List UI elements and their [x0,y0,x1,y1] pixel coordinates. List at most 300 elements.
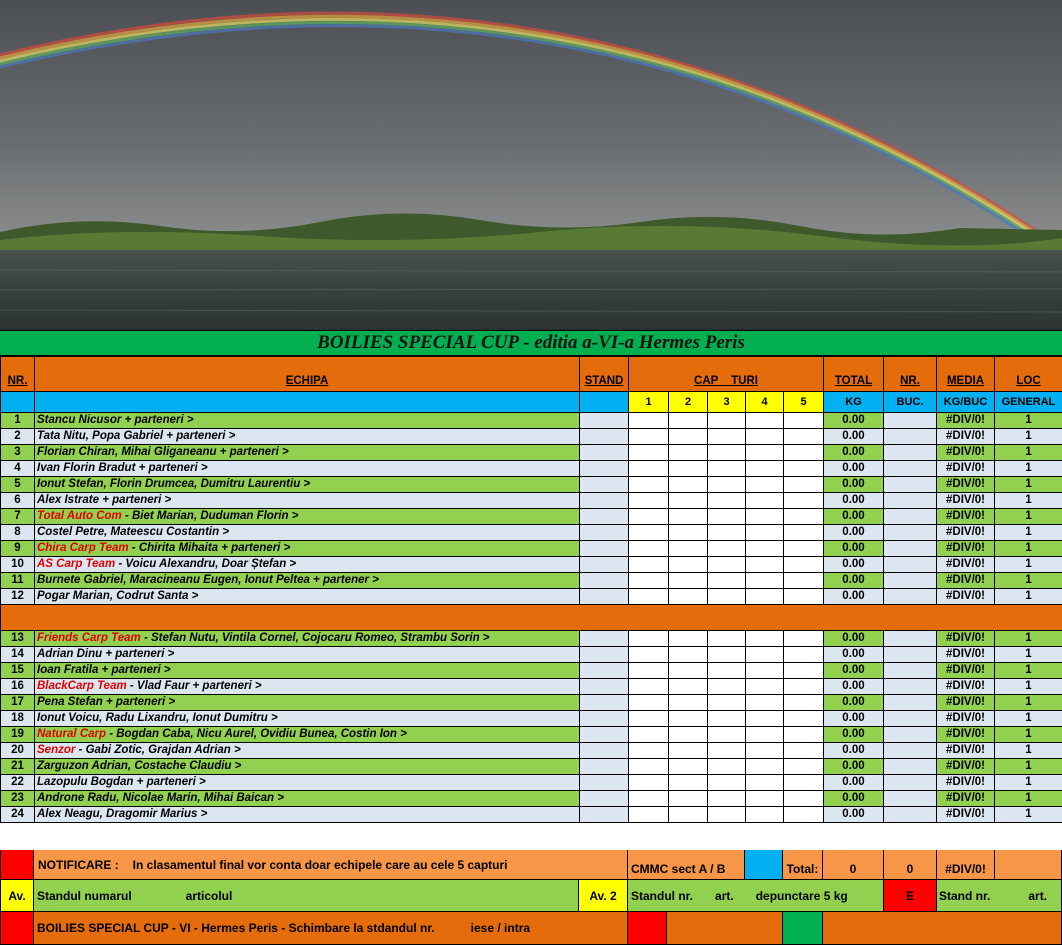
media-cell: #DIV/0! [937,759,995,775]
capture-cell[interactable] [629,647,669,663]
capture-cell[interactable] [746,557,784,573]
loc-cell: 1 [995,727,1062,743]
header-row-1 [1,357,1062,392]
capture-cell[interactable] [746,631,784,647]
table-row [1,807,1062,823]
capture-cell[interactable] [784,557,824,573]
media-cell: #DIV/0! [937,679,995,695]
buc-cell[interactable] [884,807,937,823]
capture-cell[interactable] [784,727,824,743]
loc-cell: 1 [995,759,1062,775]
col-nr-buc: NR. [884,357,937,392]
capture-cell[interactable] [669,727,708,743]
capture-cell[interactable] [784,679,824,695]
capture-cell[interactable] [746,711,784,727]
capture-cell[interactable] [708,711,746,727]
row-team[interactable] [35,413,580,429]
capture-cell[interactable] [746,509,784,525]
stand-nr-label: Stand nr. [939,888,991,903]
media-cell: #DIV/0! [937,573,995,589]
capture-cell[interactable] [669,461,708,477]
capture-cell[interactable] [708,775,746,791]
capture-cell[interactable] [746,445,784,461]
table-row [1,727,1062,743]
capture-cell[interactable] [708,589,746,605]
capture-cell[interactable] [746,461,784,477]
row-nr: 15 [1,663,35,679]
capture-cell[interactable] [669,493,708,509]
buc-cell[interactable] [884,461,937,477]
loc-cell: 1 [995,663,1062,679]
capture-cell[interactable] [669,791,708,807]
buc-cell[interactable] [884,589,937,605]
stand-cell[interactable] [580,807,629,823]
row-team[interactable] [35,589,580,605]
header-row-2 [1,392,1062,413]
buc-cell[interactable] [884,541,937,557]
row-team[interactable] [35,557,580,573]
media-cell: #DIV/0! [937,557,995,573]
buc-cell[interactable] [884,573,937,589]
capture-cell[interactable] [784,695,824,711]
media-cell: #DIV/0! [937,631,995,647]
row-nr: 3 [1,445,35,461]
buc-cell[interactable] [884,557,937,573]
capture-cell[interactable] [708,791,746,807]
row-team[interactable] [35,695,580,711]
row-team[interactable] [35,429,580,445]
capture-cell[interactable] [669,679,708,695]
capture-cell[interactable] [746,647,784,663]
capture-cell[interactable] [669,647,708,663]
table-row [1,525,1062,541]
standings-table [0,356,1062,823]
row-team[interactable] [35,679,580,695]
capture-cell[interactable] [669,541,708,557]
loc-cell: 1 [995,573,1062,589]
row-team[interactable] [35,493,580,509]
change-bar [0,912,1062,945]
loc-cell: 1 [995,631,1062,647]
stand-cell[interactable] [580,525,629,541]
capture-cell[interactable] [708,647,746,663]
total-kg-cell: 0.00 [824,647,884,663]
buc-cell[interactable] [884,775,937,791]
header-photo [0,0,1062,330]
buc-cell[interactable] [884,791,937,807]
row-team[interactable] [35,445,580,461]
row-nr: 11 [1,573,35,589]
team-members: Pogar Marian, Codrut Santa > [37,590,199,602]
capture-cell[interactable] [669,525,708,541]
capture-cell[interactable] [708,445,746,461]
capture-cell[interactable] [629,727,669,743]
loc-cell: 1 [995,743,1062,759]
capture-cell[interactable] [784,573,824,589]
capture-cell[interactable] [708,663,746,679]
row-team[interactable] [35,647,580,663]
capture-cell[interactable] [629,445,669,461]
capture-cell[interactable] [629,429,669,445]
total-kg-cell: 0.00 [824,695,884,711]
loc-cell: 1 [995,477,1062,493]
buc-cell[interactable] [884,759,937,775]
team-members: Tata Nitu, Popa Gabriel + parteneri > [37,430,236,442]
capture-cell[interactable] [708,695,746,711]
capture-cell[interactable] [784,493,824,509]
row-team[interactable] [35,791,580,807]
stand-cell[interactable] [580,461,629,477]
capture-cell[interactable] [629,807,669,823]
buc-cell[interactable] [884,631,937,647]
team-members: Ionut Voicu, Radu Lixandru, Ionut Dumitru > [37,712,278,724]
av2-label: Av. 2 [579,880,628,912]
total-kg-cell: 0.00 [824,631,884,647]
capture-cell[interactable] [629,775,669,791]
total-media: #DIV/0! [937,850,995,880]
stand-cell[interactable] [580,493,629,509]
orange-block [667,912,783,945]
row-nr: 17 [1,695,35,711]
loc-cell: 1 [995,711,1062,727]
capture-cell[interactable] [669,429,708,445]
total-kg-cell: 0.00 [824,557,884,573]
art2-label: art. [1028,888,1048,903]
capture-cell[interactable] [746,429,784,445]
team-members: Androne Radu, Nicolae Marin, Mihai Baican > [37,792,284,804]
team-members: Adrian Dinu + parteneri > [37,648,175,660]
capture-cell[interactable] [629,711,669,727]
stand-cell[interactable] [580,743,629,759]
capture-cell[interactable] [784,743,824,759]
orange-block-2 [823,912,1062,945]
capture-cell[interactable] [784,589,824,605]
capture-cell[interactable] [708,807,746,823]
capture-cell[interactable] [784,807,824,823]
red-marker [0,850,34,880]
col-echipa: ECHIPA [35,357,580,392]
row-team[interactable] [35,477,580,493]
stand-cell[interactable] [580,557,629,573]
row-nr: 6 [1,493,35,509]
stand-cell[interactable] [580,589,629,605]
capture-cell[interactable] [629,509,669,525]
buc-cell[interactable] [884,679,937,695]
row-nr: 12 [1,589,35,605]
total-kg-cell: 0.00 [824,727,884,743]
capture-cell[interactable] [629,679,669,695]
capture-cell[interactable] [629,413,669,429]
buc-cell[interactable] [884,743,937,759]
capture-cell[interactable] [629,557,669,573]
notificare-label: NOTIFICARE : [38,857,119,872]
total-kg-cell: 0.00 [824,445,884,461]
row-team[interactable] [35,461,580,477]
buc-cell[interactable] [884,509,937,525]
capture-cell[interactable] [746,525,784,541]
capture-cell[interactable] [784,775,824,791]
row-nr: 4 [1,461,35,477]
capture-cell[interactable] [746,759,784,775]
capture-cell[interactable] [629,695,669,711]
row-team[interactable] [35,663,580,679]
buc-cell[interactable] [884,493,937,509]
notification-bar [0,850,1062,880]
capture-cell[interactable] [746,807,784,823]
stand-cell[interactable] [580,647,629,663]
media-cell: #DIV/0! [937,525,995,541]
capture-cell[interactable] [669,695,708,711]
capture-cell[interactable] [669,631,708,647]
row-nr: 24 [1,807,35,823]
capture-cell[interactable] [746,775,784,791]
loc-cell: 1 [995,525,1062,541]
stand-cell[interactable] [580,413,629,429]
team-members: - Stefan Nutu, Vintila Cornel, Cojocaru Romeo, Strambu Sorin > [140,632,490,644]
total-kg-cell: 0.00 [824,429,884,445]
capture-cell[interactable] [669,573,708,589]
buc-header: BUC. [884,392,937,413]
row-team[interactable] [35,541,580,557]
stand-cell[interactable] [580,631,629,647]
capture-cell[interactable] [629,791,669,807]
buc-cell[interactable] [884,477,937,493]
capture-cell[interactable] [784,759,824,775]
table-row [1,477,1062,493]
capture-cell[interactable] [746,743,784,759]
table-row [1,413,1062,429]
col-nr: NR. [1,357,35,392]
row-team[interactable] [35,727,580,743]
capture-cell[interactable] [708,477,746,493]
capture-cell[interactable] [669,759,708,775]
col-media: MEDIA [937,357,995,392]
stand-cell[interactable] [580,663,629,679]
capture-cell[interactable] [746,791,784,807]
capture-cell[interactable] [746,573,784,589]
total-kg-cell: 0.00 [824,711,884,727]
capture-cell[interactable] [784,541,824,557]
capture-cell[interactable] [784,461,824,477]
capture-cell[interactable] [784,711,824,727]
team-members: - Gabi Zotic, Grajdan Adrian > [75,744,241,756]
buc-cell[interactable] [884,413,937,429]
total-kg-cell: 0.00 [824,573,884,589]
capture-cell[interactable] [669,413,708,429]
capture-cell[interactable] [629,663,669,679]
lake-rainbow-image [0,0,1062,330]
capture-cell[interactable] [629,477,669,493]
team-name: BlackCarp Team [37,680,127,692]
capture-cell[interactable] [746,663,784,679]
buc-cell[interactable] [884,695,937,711]
capture-cell[interactable] [629,573,669,589]
capture-cell[interactable] [669,743,708,759]
total-kg-cell: 0.00 [824,679,884,695]
media-cell: #DIV/0! [937,445,995,461]
row-team[interactable] [35,573,580,589]
row-nr: 10 [1,557,35,573]
row-team[interactable] [35,759,580,775]
capture-cell[interactable] [746,413,784,429]
capture-cell[interactable] [708,429,746,445]
capture-cell[interactable] [746,589,784,605]
team-name: Friends Carp Team [37,632,141,644]
media-cell: #DIV/0! [937,695,995,711]
table-row [1,429,1062,445]
capture-cell[interactable] [708,727,746,743]
buc-cell[interactable] [884,647,937,663]
col-total: TOTAL [824,357,884,392]
capture-cell[interactable] [784,429,824,445]
table-row [1,509,1062,525]
articolul-label: articolul [185,888,233,903]
capture-cell[interactable] [746,477,784,493]
footer-blank [995,850,1062,880]
table-row [1,679,1062,695]
capture-cell[interactable] [708,541,746,557]
loc-cell: 1 [995,541,1062,557]
loc-cell: 1 [995,461,1062,477]
capture-cell[interactable] [669,589,708,605]
capture-cell[interactable] [708,525,746,541]
total-kg-cell: 0.00 [824,791,884,807]
loc-cell: 1 [995,493,1062,509]
total-kg-cell: 0.00 [824,807,884,823]
capture-cell[interactable] [708,759,746,775]
iese-intra-label: iese / intra [470,921,531,935]
table-row [1,663,1062,679]
stand-cell[interactable] [580,445,629,461]
capture-cell[interactable] [708,413,746,429]
row-team[interactable] [35,807,580,823]
capture-cell[interactable] [669,711,708,727]
capture-cell[interactable] [784,663,824,679]
row-team[interactable] [35,525,580,541]
stand-cell[interactable] [580,711,629,727]
capture-cell[interactable] [669,557,708,573]
media-cell: #DIV/0! [937,429,995,445]
capture-cell[interactable] [746,679,784,695]
stand-cell[interactable] [580,727,629,743]
standul-nr-label: Standul nr. [631,888,694,903]
turn-2-header: 2 [669,392,708,413]
team-members: Ivan Florin Bradut + parteneri > [37,462,208,474]
capture-cell[interactable] [746,727,784,743]
row-team[interactable] [35,775,580,791]
media-cell: #DIV/0! [937,663,995,679]
capture-cell[interactable] [784,631,824,647]
capture-cell[interactable] [669,807,708,823]
buc-cell[interactable] [884,663,937,679]
stand-cell[interactable] [580,791,629,807]
stand-cell[interactable] [580,679,629,695]
loc-cell: 1 [995,413,1062,429]
capture-cell[interactable] [708,631,746,647]
table-row [1,461,1062,477]
loc-cell: 1 [995,679,1062,695]
capture-cell[interactable] [669,477,708,493]
stand-cell[interactable] [580,541,629,557]
capture-cell[interactable] [746,541,784,557]
stand-cell[interactable] [580,573,629,589]
row-team[interactable] [35,743,580,759]
capture-cell[interactable] [669,663,708,679]
table-row [1,743,1062,759]
stand-cell[interactable] [580,477,629,493]
col-cap-turi: CAP TURI [629,357,824,392]
media-cell: #DIV/0! [937,791,995,807]
capture-cell[interactable] [629,461,669,477]
turn-4-header: 4 [746,392,784,413]
row-team[interactable] [35,509,580,525]
capture-cell[interactable] [784,413,824,429]
stand-cell[interactable] [580,509,629,525]
loc-cell: 1 [995,807,1062,823]
buc-cell[interactable] [884,445,937,461]
capture-cell[interactable] [629,525,669,541]
buc-cell[interactable] [884,727,937,743]
total-kg-cell: 0.00 [824,541,884,557]
capture-cell[interactable] [708,573,746,589]
capture-cell[interactable] [629,493,669,509]
capture-cell[interactable] [708,743,746,759]
capture-cell[interactable] [746,493,784,509]
capture-cell[interactable] [669,445,708,461]
table-row [1,791,1062,807]
capture-cell[interactable] [784,791,824,807]
capture-cell[interactable] [708,461,746,477]
team-members: - Vlad Faur + parteneri > [126,680,262,692]
warning-stand [34,880,579,912]
stand-cell[interactable] [580,429,629,445]
row-nr: 20 [1,743,35,759]
capture-cell[interactable] [669,509,708,525]
capture-cell[interactable] [708,679,746,695]
capture-cell[interactable] [629,541,669,557]
buc-cell[interactable] [884,525,937,541]
buc-cell[interactable] [884,429,937,445]
capture-cell[interactable] [784,509,824,525]
row-team[interactable] [35,631,580,647]
capture-cell[interactable] [629,743,669,759]
capture-cell[interactable] [708,509,746,525]
capture-cell[interactable] [708,557,746,573]
capture-cell[interactable] [746,695,784,711]
capture-cell[interactable] [784,445,824,461]
team-members: Ioan Fratila + parteneri > [37,664,171,676]
capture-cell[interactable] [784,525,824,541]
buc-cell[interactable] [884,711,937,727]
capture-cell[interactable] [669,775,708,791]
capture-cell[interactable] [629,759,669,775]
stand-cell[interactable] [580,775,629,791]
total-kg-cell: 0.00 [824,759,884,775]
media-cell: #DIV/0! [937,477,995,493]
capture-cell[interactable] [784,647,824,663]
stand-cell[interactable] [580,695,629,711]
capture-cell[interactable] [784,477,824,493]
stand-cell[interactable] [580,759,629,775]
group-separator [1,605,1062,631]
capture-cell[interactable] [708,493,746,509]
subheader-blank [35,392,580,413]
capture-cell[interactable] [629,589,669,605]
general-header: GENERAL [995,392,1062,413]
capture-cell[interactable] [629,631,669,647]
art-label: art. [715,888,734,903]
row-team[interactable] [35,711,580,727]
